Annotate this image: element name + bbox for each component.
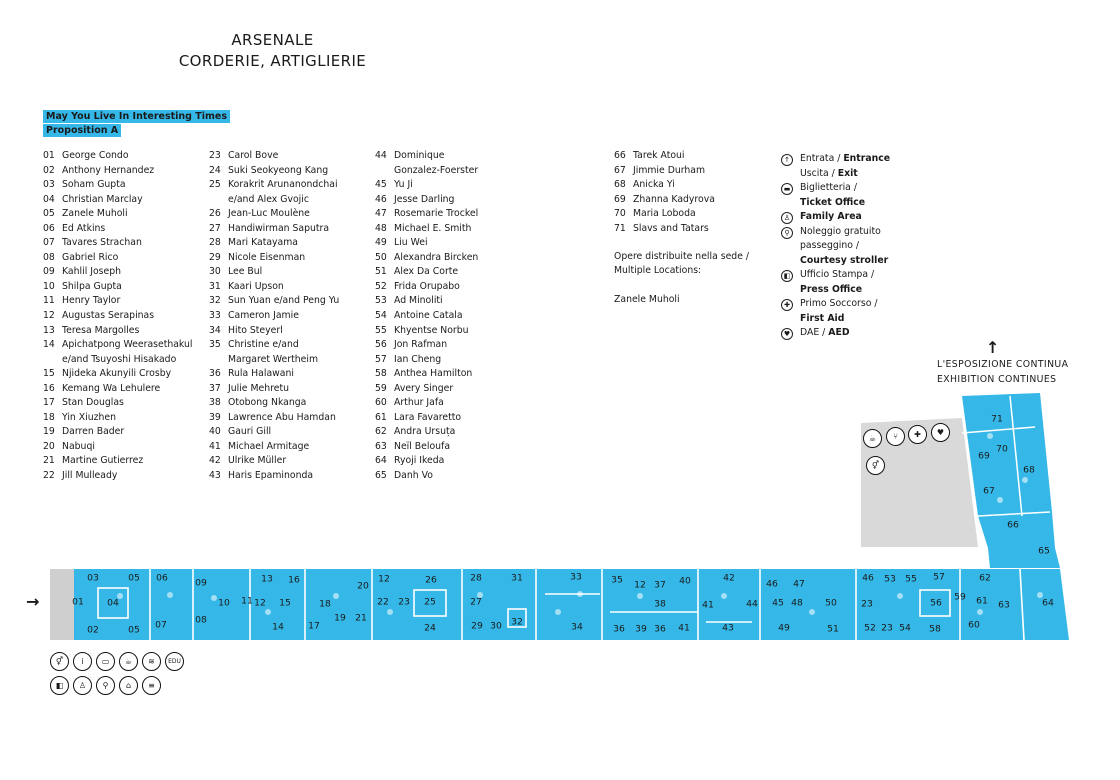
room-number-34: 34 (571, 621, 583, 633)
room-number-05: 05 (128, 624, 140, 636)
artist-number: 02 (43, 164, 55, 176)
multiple-locations-label-en: Multiple Locations: (614, 265, 702, 276)
artist-name: Alexandra Bircken (394, 251, 479, 263)
room-number-25: 25 (424, 596, 436, 608)
room-number-12: 12 (378, 573, 390, 585)
room-number-06: 06 (156, 572, 168, 584)
room-number-64: 64 (1042, 597, 1054, 609)
first-aid-icon: ✚ (781, 299, 793, 311)
artist-name: Sun Yuan e/and Peng Yu (228, 295, 340, 307)
artist-number: 34 (209, 324, 221, 336)
artist-name: Rosemarie Trockel (394, 208, 479, 220)
artist-name: Kaari Upson (228, 280, 284, 292)
room-number-35: 35 (611, 574, 623, 586)
room-number-31: 31 (511, 572, 523, 584)
artist-name: Shilpa Gupta (62, 280, 122, 292)
room-number-23: 23 (861, 598, 873, 610)
artist-name: e/and Alex Gvojic (228, 193, 309, 205)
artist-name: Otobong Nkanga (228, 397, 307, 409)
artist-name: Avery Singer (394, 382, 454, 394)
artist-number: 42 (209, 455, 221, 467)
family-area-icon: ♙ (781, 212, 793, 224)
multiple-locations-artist: Zanele Muholi (614, 294, 680, 305)
artist-number: 32 (209, 295, 221, 307)
artist-name: Lee Bul (228, 266, 263, 278)
room-number-02: 02 (87, 624, 99, 636)
artist-name: Gabriel Rico (62, 251, 119, 263)
artist-number: 22 (43, 470, 55, 482)
artist-number: 68 (614, 179, 626, 191)
artist-name: Anthea Hamilton (394, 368, 473, 380)
artist-name: Lawrence Abu Hamdan (228, 411, 336, 423)
room-number-11: 11 (241, 595, 253, 607)
artist-name: Tarek Atoui (633, 150, 685, 161)
artist-name: Darren Bader (62, 426, 125, 438)
room-number-20: 20 (357, 580, 369, 592)
room-number-40: 40 (679, 575, 691, 587)
artist-name: Tavares Strachan (62, 237, 142, 249)
artist-name: Andra Ursuța (394, 426, 456, 438)
artist-number: 17 (43, 397, 55, 409)
artist-name: Danh Vo (394, 470, 433, 482)
artist-name: Dominique (394, 150, 445, 161)
artist-number: 69 (614, 193, 626, 205)
legend-entrance: ↑ Entrata / Entrance Uscita / Exit (781, 152, 895, 181)
room-number-61: 61 (976, 595, 988, 607)
artist-name: Hito Steyerl (228, 324, 283, 336)
artist-name: Cameron Jamie (228, 310, 299, 322)
artist-name: Jesse Darling (394, 193, 455, 205)
artist-name: Khyentse Norbu (394, 324, 469, 336)
artist-name: Alex Da Corte (394, 266, 459, 278)
artist-name: Martine Gutierrez (62, 455, 144, 467)
artist-number: 56 (375, 339, 387, 351)
artist-number: 53 (375, 295, 387, 307)
room-number-36: 36 (654, 623, 666, 635)
artist-number: 49 (375, 237, 387, 249)
artist-name: Zanele Muholi (62, 208, 128, 220)
info-icon: i (73, 652, 92, 671)
artist-number: 65 (375, 470, 387, 482)
artist-name: Kemang Wa Lehulere (62, 382, 161, 394)
artist-number: 37 (209, 382, 221, 394)
artist-name: Njideka Akunyili Crosby (62, 368, 172, 380)
artist-name: Antoine Catala (394, 310, 463, 322)
artist-number: 04 (43, 193, 55, 205)
artist-number: 52 (375, 280, 387, 292)
stroller-icon: ⚲ (781, 227, 793, 239)
artist-name: Suki Seokyeong Kang (228, 164, 329, 176)
room-number-46: 46 (862, 572, 874, 584)
artist-name: Yu Ji (394, 179, 413, 191)
artist-name: Neïl Beloufa (394, 440, 451, 452)
toilets-icon: ⚥ (866, 456, 885, 475)
room-number-44: 44 (746, 598, 758, 610)
room-number-46: 46 (766, 578, 778, 590)
artist-name: Mari Katayama (228, 237, 299, 249)
artist-number: 14 (43, 339, 55, 351)
artist-name: Michael E. Smith (394, 222, 472, 234)
artist-name: Nicole Eisenman (228, 251, 306, 263)
artist-name: Maria Loboda (633, 208, 696, 220)
legend-first-aid: ✚ Primo Soccorso / First Aid (781, 297, 895, 326)
artist-number: 33 (209, 310, 221, 322)
stroller-icon: ⚲ (96, 676, 115, 695)
artist-number: 50 (375, 251, 387, 263)
artist-name: e/and Tsuyoshi Hisakado (62, 353, 177, 365)
artist-name: Liu Wei (394, 237, 428, 249)
room-number-05: 05 (128, 572, 140, 584)
room-number-49: 49 (778, 622, 790, 634)
room-number-14: 14 (272, 621, 284, 633)
artist-name: Soham Gupta (62, 179, 126, 191)
artist-name: Lara Favaretto (394, 411, 462, 423)
room-number-15: 15 (279, 597, 291, 609)
room-number-55: 55 (905, 573, 917, 585)
room-number-12: 12 (634, 579, 646, 591)
room-number-29: 29 (471, 620, 483, 632)
cafe-icon: ☕ (119, 652, 138, 671)
artist-number: 29 (209, 251, 221, 263)
toilets-icon: ⚥ (50, 652, 69, 671)
artist-name: Stan Douglas (62, 397, 124, 409)
annex-room-block (962, 393, 1052, 516)
room-number-22: 22 (377, 596, 389, 608)
room-number-68: 68 (1023, 464, 1035, 476)
artist-name: Ryoji Ikeda (394, 455, 445, 467)
room-number-63: 63 (998, 599, 1010, 611)
room-number-41: 41 (678, 622, 690, 634)
artist-name: Jimmie Durham (633, 164, 706, 176)
room-number-59: 59 (954, 591, 966, 603)
artist-name: Handiwirman Saputra (228, 222, 330, 234)
artist-name: Slavs and Tatars (633, 222, 709, 234)
artist-number: 57 (375, 353, 387, 365)
artist-name: Augustas Serapinas (62, 310, 155, 322)
artist-number: 41 (209, 440, 221, 452)
room-number-56: 56 (930, 597, 942, 609)
artist-number: 19 (43, 426, 55, 438)
room-number-10: 10 (218, 597, 230, 609)
artist-number: 01 (43, 150, 55, 161)
entrance-area (50, 569, 74, 640)
artist-name: Anthony Hernandez (62, 164, 155, 176)
room-number-43: 43 (722, 622, 734, 634)
artist-number: 43 (209, 470, 221, 482)
artist-number: 71 (614, 222, 626, 234)
artist-number: 63 (375, 440, 387, 452)
artist-number: 46 (375, 193, 387, 205)
artist-number: 21 (43, 455, 55, 467)
artist-name: Arthur Jafa (394, 397, 444, 409)
exhibition-continues: L'ESPOSIZIONE CONTINUA EXHIBITION CONTINUES (937, 359, 1069, 385)
room-number-23: 23 (398, 596, 410, 608)
artist-number: 70 (614, 208, 626, 220)
room-number-45: 45 (772, 597, 784, 609)
room-number-71: 71 (991, 413, 1003, 425)
artist-number: 35 (209, 339, 221, 351)
artist-name: Apichatpong Weerasethakul (62, 339, 193, 351)
artist-number: 18 (43, 411, 55, 423)
room-number-27: 27 (470, 596, 482, 608)
artist-name: Gonzalez-Foerster (394, 164, 479, 176)
artist-number: 62 (375, 426, 387, 438)
ticket-office-icon: ▬ (781, 183, 793, 195)
artist-name: Ed Atkins (62, 222, 106, 234)
legend-ticket-office: ▬ Biglietteria / Ticket Office (781, 181, 895, 210)
room-number-41: 41 (702, 599, 714, 611)
artist-number: 54 (375, 310, 387, 322)
room-number-60: 60 (968, 619, 980, 631)
room-number-23: 23 (881, 622, 893, 634)
legend-press-office: ◧ Ufficio Stampa / Press Office (781, 268, 895, 297)
room-number-48: 48 (791, 597, 803, 609)
artist-number: 15 (43, 368, 55, 380)
artist-number: 20 (43, 440, 55, 452)
artist-number: 31 (209, 280, 221, 292)
room-number-08: 08 (195, 614, 207, 626)
room-number-51: 51 (827, 623, 839, 635)
room-number-16: 16 (288, 574, 300, 586)
room-number-66: 66 (1007, 519, 1019, 531)
artist-name: Henry Taylor (62, 295, 121, 307)
artist-name: Ulrike Müller (228, 455, 287, 467)
artist-number: 38 (209, 397, 221, 409)
coffee-icon: ☕ (863, 429, 882, 448)
artist-name: Korakrit Arunanondchai (228, 179, 338, 191)
artist-number: 07 (43, 237, 55, 249)
artist-number: 23 (209, 150, 221, 161)
entrance-exit-icon: ↑ (781, 154, 793, 166)
room-number-09: 09 (195, 577, 207, 589)
room-number-13: 13 (261, 573, 273, 585)
wifi-icon: ≋ (142, 652, 161, 671)
room-number-30: 30 (490, 620, 502, 632)
exhibition-title: May You Live In Interesting Times (43, 110, 230, 123)
artist-number: 66 (614, 150, 626, 161)
artist-name: Jon Rafman (394, 339, 448, 351)
artist-number: 12 (43, 310, 55, 322)
restaurant-icon: ⑂ (886, 427, 905, 446)
artist-number: 60 (375, 397, 387, 409)
artist-name: Frida Orupabo (394, 280, 460, 292)
legend-family-area: ♙ Family Area (781, 210, 895, 225)
artist-name: Michael Armitage (228, 440, 310, 452)
artist-name: Nabuqi (62, 440, 95, 452)
artist-name: Zhanna Kadyrova (633, 193, 715, 205)
artist-number: 47 (375, 208, 387, 220)
artist-number: 39 (209, 411, 221, 423)
library-icon: ≡ (142, 676, 161, 695)
exhibition-proposition: Proposition A (43, 124, 121, 137)
artist-number: 44 (375, 150, 387, 161)
artist-number: 06 (43, 222, 55, 234)
artist-name: Anicka Yi (633, 179, 675, 191)
venue-title: ARSENALE (231, 31, 314, 49)
artist-name: George Condo (62, 150, 129, 161)
room-number-28: 28 (470, 572, 482, 584)
artist-number: 58 (375, 368, 387, 380)
edu-icon: EDU (165, 652, 184, 671)
artist-number: 36 (209, 368, 221, 380)
artist-number: 26 (209, 208, 221, 220)
room-number-01: 01 (72, 596, 84, 608)
artist-name: Teresa Margolles (62, 324, 140, 336)
artist-name: Yin Xiuzhen (62, 411, 117, 423)
room-number-67: 67 (983, 485, 995, 497)
multiple-locations-label-it: Opere distribuite nella sede / (614, 251, 750, 262)
press-icon: ◧ (50, 676, 69, 695)
artist-number: 51 (375, 266, 387, 278)
room-number-52: 52 (864, 622, 876, 634)
room-number-07: 07 (155, 619, 167, 631)
room-number-24: 24 (424, 622, 436, 634)
room-number-47: 47 (793, 578, 805, 590)
room-number-17: 17 (308, 620, 320, 632)
room-number-19: 19 (334, 612, 346, 624)
venue-subtitle: CORDERIE, ARTIGLIERIE (178, 52, 367, 70)
artist-number: 13 (43, 324, 55, 336)
artist-name: Jean-Luc Moulène (228, 208, 310, 220)
room-number-38: 38 (654, 598, 666, 610)
artist-number: 08 (43, 251, 55, 263)
room-number-33: 33 (570, 571, 582, 583)
cloakroom-icon: ⌂ (119, 676, 138, 695)
artist-name: Julie Mehretu (228, 382, 289, 394)
first-aid-icon: ✚ (908, 425, 927, 444)
artist-number: 09 (43, 266, 55, 278)
artist-number: 64 (375, 455, 387, 467)
room-number-57: 57 (933, 571, 945, 583)
artist-number: 55 (375, 324, 387, 336)
artist-number: 30 (209, 266, 221, 278)
room-number-21: 21 (355, 612, 367, 624)
room-number-03: 03 (87, 572, 99, 584)
artist-name: Rula Halawani (228, 368, 294, 380)
family-icon: ♙ (73, 676, 92, 695)
artist-name: Jill Mulleady (62, 470, 118, 482)
artist-name: Ian Cheng (394, 353, 442, 365)
artist-number: 40 (209, 426, 221, 438)
artist-name: Haris Epaminonda (228, 470, 314, 482)
room-number-65: 65 (1038, 545, 1050, 557)
room-number-42: 42 (723, 572, 735, 584)
room-number-53: 53 (884, 573, 896, 585)
room-number-54: 54 (899, 622, 911, 634)
bookshop-icon: ▭ (96, 652, 115, 671)
aed-icon: ♥ (781, 328, 793, 340)
legend-stroller: ⚲ Noleggio gratuito passeggino / Courtesy stroller (781, 225, 895, 269)
artist-name: Christine e/and (228, 339, 299, 351)
artist-name: Gauri Gill (228, 426, 272, 438)
room-number-62: 62 (979, 572, 991, 584)
room-number-26: 26 (425, 574, 437, 586)
artist-number: 11 (43, 295, 55, 307)
artist-name: Margaret Wertheim (228, 353, 318, 365)
artist-number: 28 (209, 237, 221, 249)
room-number-36: 36 (613, 623, 625, 635)
artist-number: 67 (614, 164, 626, 176)
artist-number: 27 (209, 222, 221, 234)
room-number-12: 12 (254, 597, 266, 609)
artist-number: 03 (43, 179, 55, 191)
artist-number: 25 (209, 179, 221, 191)
artist-name: Carol Bove (228, 150, 279, 161)
press-office-icon: ◧ (781, 270, 793, 282)
entrance-arrow-icon: → (26, 592, 40, 611)
room-number-50: 50 (825, 597, 837, 609)
room-number-04: 04 (107, 597, 119, 609)
room-number-69: 69 (978, 450, 990, 462)
room-number-18: 18 (319, 598, 331, 610)
legend-aed: ♥ DAE / AED (781, 326, 895, 341)
room-number-39: 39 (635, 623, 647, 635)
room-number-58: 58 (929, 623, 941, 635)
artist-name: Christian Marclay (62, 193, 143, 205)
room-number-37: 37 (654, 579, 666, 591)
artist-number: 45 (375, 179, 387, 191)
artist-number: 48 (375, 222, 387, 234)
artist-number: 59 (375, 382, 387, 394)
artist-number: 16 (43, 382, 55, 394)
artist-number: 24 (209, 164, 221, 176)
room-number-70: 70 (996, 443, 1008, 455)
artist-number: 05 (43, 208, 55, 220)
artist-name: Ad Minoliti (394, 295, 443, 307)
artist-name: Kahlil Joseph (62, 266, 122, 278)
arrow-up-icon: ↑ (986, 338, 1000, 357)
artist-number: 10 (43, 280, 55, 292)
room-number-32: 32 (511, 616, 523, 628)
aed-icon: ♥ (931, 423, 950, 442)
artist-number: 61 (375, 411, 387, 423)
